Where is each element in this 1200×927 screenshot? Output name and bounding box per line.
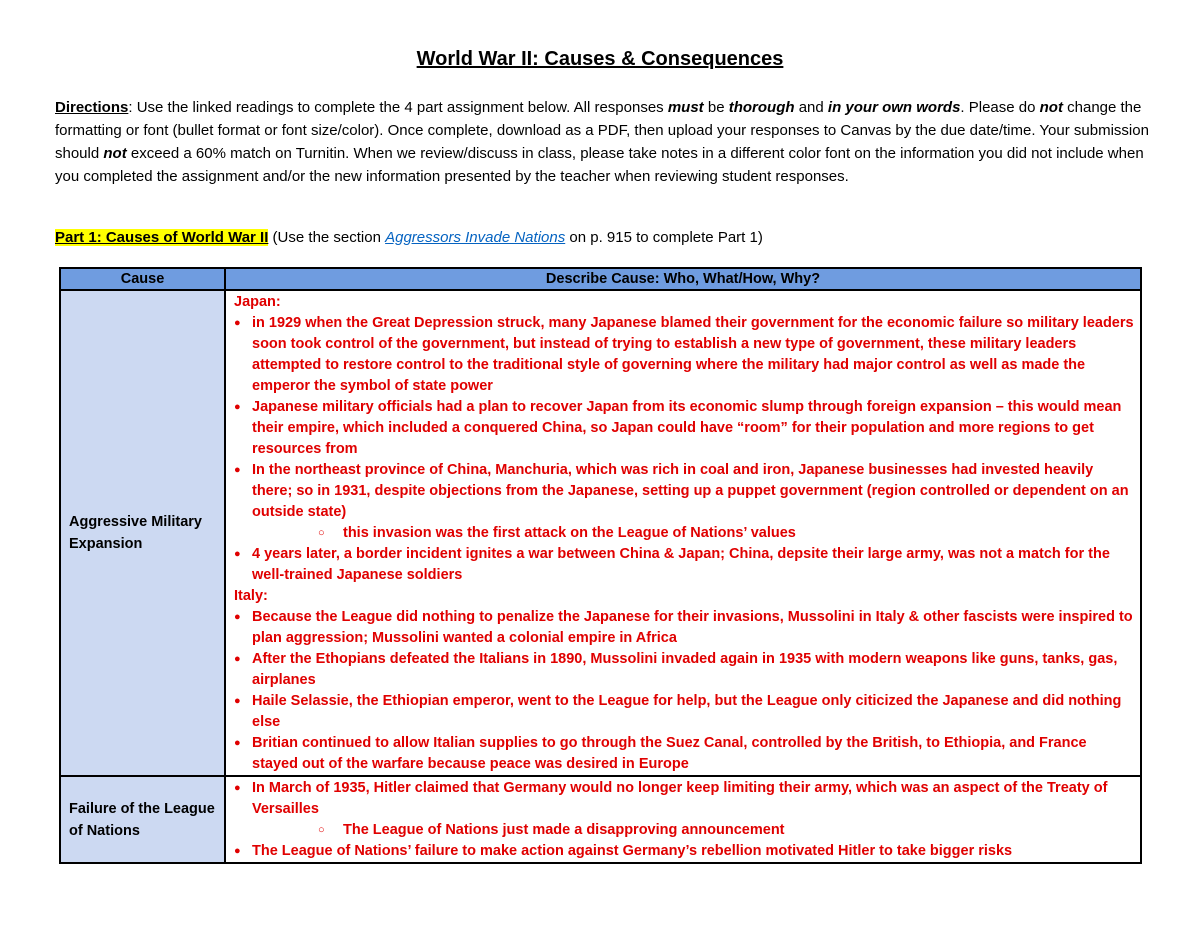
directions-label: Directions (55, 99, 129, 116)
causes-table (59, 267, 1142, 864)
list-item: ● In March of 1935, Hitler claimed that Germany would no longer keep limiting their army, which was an aspect of the Treaty of Versailles (234, 778, 1134, 820)
list-item: ● Britian continued to allow Italian supplies to go through the Suez Canal, controlled by the British, to Ethiopia, and France stayed out of the warfare because peace was desired in Europe (234, 733, 1134, 775)
part1-heading-line: Part 1: Causes of World War II (Use the section Aggressors Invade Nations on p. 915 to complete Part 1) (55, 229, 763, 246)
description-cell[interactable] (225, 776, 1141, 863)
list-item: ● The League of Nations’ failure to make action against Germany’s rebellion motivated Hitler to take bigger risks (234, 841, 1134, 862)
list-item: ● In the northeast province of China, Manchuria, which was rich in coal and iron, Japanese businesses had invested heavily there; so in 1931, despite objections from the Japanese, setting up a puppet government (region controlled or dependent on an outside state) (234, 460, 1134, 523)
table-row (60, 776, 1141, 863)
list-item: ● Japanese military officials had a plan to recover Japan from its economic slump through foreign expansion – this would mean their empire, which included a conquered China, so Japan could have “room” for their population and more regions to get resources from (234, 397, 1134, 460)
italy-bullets (234, 607, 1134, 775)
sub-list-item: ○ this invasion was the first attack on the League of Nations’ values (234, 523, 1134, 544)
cause-cell: Aggressive Military Expansion (60, 290, 225, 776)
reading-link[interactable]: Aggressors Invade Nations (385, 229, 566, 246)
italy-label: Italy: (234, 588, 268, 604)
sub-list-item: ○ The League of Nations just made a disapproving announcement (234, 820, 1134, 841)
list-item: ● Haile Selassie, the Ethiopian emperor, went to the League for help, but the League only citicized the Japanese and did nothing else (234, 691, 1134, 733)
part1-heading: Part 1: Causes of World War II (55, 229, 269, 246)
col-header-describe: Describe Cause: Who, What/How, Why? (225, 268, 1141, 290)
cause-cell: Failure of the League of Nations (60, 776, 225, 863)
list-item: ● Because the League did nothing to penalize the Japanese for their invasions, Mussolini in Italy & other fascists were inspired to plan aggression; Mussolini wanted a colonial empire in Africa (234, 607, 1134, 649)
japan-bullets (234, 313, 1134, 523)
japan-label: Japan: (234, 294, 281, 310)
list-item: ● in 1929 when the Great Depression struck, many Japanese blamed their government for the economic failure so military leaders soon took control of the government, but instead of trying to establish a new type of government, these military leaders attempted to restore control to the traditional style of governing where the military had major control as well as made the emperor the symbol of state power (234, 313, 1134, 397)
list-item: ● 4 years later, a border incident ignites a war between China & Japan; China, depsite their large army, was not a match for the well-trained Japanese soldiers (234, 544, 1134, 586)
page-title: World War II: Causes & Consequences (416, 48, 784, 70)
list-item: ● After the Ethopians defeated the Italians in 1890, Mussolini invaded again in 1935 with modern weapons like guns, tanks, gas, airplanes (234, 649, 1134, 691)
directions-paragraph: Directions: Use the linked readings to complete the 4 part assignment below. All responses must be thorough and in your own words. Please do not change the formatting or font (bullet format or font size/color). Once complete, download as a PDF, then upload your responses to Canvas by the due date/time. Your submission should not exceed a 60% match on Turnitin. When we review/discuss in class, please take notes in a different color font on the information you did not include when you completed the assignment and/or the new information presented by the teacher when reviewing student responses. (55, 99, 1149, 185)
col-header-cause: Cause (60, 268, 225, 290)
description-cell[interactable] (225, 290, 1141, 776)
table-header-row (60, 268, 1141, 290)
table-row (60, 290, 1141, 776)
